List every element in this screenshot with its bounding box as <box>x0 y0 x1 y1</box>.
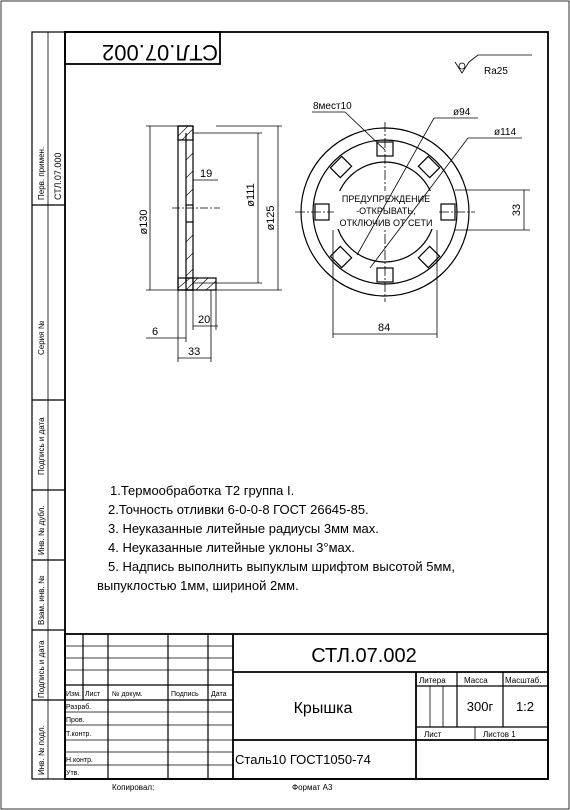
title-code: СТЛ.07.002 <box>311 645 417 667</box>
litera-label: Литера <box>419 676 446 685</box>
part-name: Крышка <box>293 700 353 717</box>
vzam-inv-label: Взам. инв. № <box>37 575 46 625</box>
technical-notes <box>97 483 455 593</box>
utv-label: Утв. <box>66 770 80 777</box>
podpis-data-label-1: Подпись и дата <box>37 417 46 475</box>
sheets-label: Листов 1 <box>483 730 516 739</box>
dim-33-right: 33 <box>511 203 523 217</box>
warning-line-2: -ОТКРЫВАТЬ, <box>356 206 416 216</box>
dim-84: 84 <box>378 322 391 334</box>
dim-19: 19 <box>200 168 213 180</box>
dim-d94: ø94 <box>453 107 471 118</box>
dim-d114: ø114 <box>494 127 517 138</box>
list-label: Лист <box>85 691 101 698</box>
masshtab-label: Масштаб. <box>505 676 542 685</box>
podpis-label: Подпись <box>171 691 199 698</box>
inv-podl-label: Инв. № подл. <box>37 725 46 775</box>
dim-d130: ø130 <box>138 209 150 235</box>
n-dokum-label: № докум. <box>112 691 143 698</box>
prov-label: Пров. <box>66 717 85 724</box>
code-box-mirrored <box>65 32 220 65</box>
inv-dubl-label: Инв. № дубл. <box>37 505 46 555</box>
nkontr-label: Н.контр. <box>66 757 93 764</box>
material: Сталь10 ГОСТ1050-74 <box>235 752 371 767</box>
title-block <box>65 634 548 779</box>
dim-33: 33 <box>188 346 201 358</box>
note-1: 1.Термообработка Т2 группа I. <box>110 483 295 498</box>
sheet-border <box>1 1 569 809</box>
dim-20: 20 <box>198 314 211 326</box>
dim-d111: ø111 <box>245 183 257 207</box>
razrab-label: Разраб. <box>66 704 92 711</box>
perv-primen-label: Перв. примен. <box>37 146 46 200</box>
copied-label: Копировал: <box>112 783 155 792</box>
massa-label: Масса <box>464 676 488 685</box>
tkontr-label: Т.контр. <box>66 731 92 738</box>
izm-label: Изм. <box>66 691 81 698</box>
note-5: 5. Надпись выполнить выпуклым шрифтом высотой 5мм, <box>108 559 455 574</box>
top-view <box>295 101 530 338</box>
dim-6: 6 <box>152 326 159 338</box>
format-label: Формат А3 <box>292 783 333 792</box>
warning-line-1: ПРЕДУПРЕЖДЕНИЕ <box>341 194 431 204</box>
dim-d125: ø125 <box>265 205 277 231</box>
note-2: 2.Точность отливки 6-0-0-8 ГОСТ 26645-85. <box>108 502 369 517</box>
note-4: 4. Неуказанные литейные уклоны 3°мах. <box>108 540 355 555</box>
slot-7 <box>330 246 351 267</box>
slot-6 <box>418 156 439 177</box>
drawing-frame <box>65 32 548 779</box>
roughness-value: Ra25 <box>484 66 508 77</box>
data-label: Дата <box>211 691 227 698</box>
perv-primen-value: СТЛ.07.000 <box>53 152 63 200</box>
sheet-label: Лист <box>424 730 442 739</box>
mass-value: 300г <box>466 699 494 714</box>
podpis-data-label-2: Подпись и дата <box>37 640 46 698</box>
section-view <box>138 126 282 362</box>
mirrored-code: СТЛ.07.002 <box>102 40 218 65</box>
left-strip <box>32 32 65 779</box>
slot-8 <box>418 246 439 267</box>
warning-line-3: ОТКЛЮЧИВ ОТ СЕТИ <box>339 218 433 228</box>
slot-5 <box>330 156 351 177</box>
note-6: выпуклостью 1мм, шириной 2мм. <box>97 578 299 593</box>
scale-value: 1:2 <box>515 699 535 714</box>
seriya-label: Серия № <box>37 320 46 355</box>
note-3: 3. Неуказанные литейные радиусы 3мм мах. <box>108 521 379 536</box>
roughness-symbol <box>455 55 532 77</box>
dim-slots: 8мест10 <box>313 101 352 112</box>
